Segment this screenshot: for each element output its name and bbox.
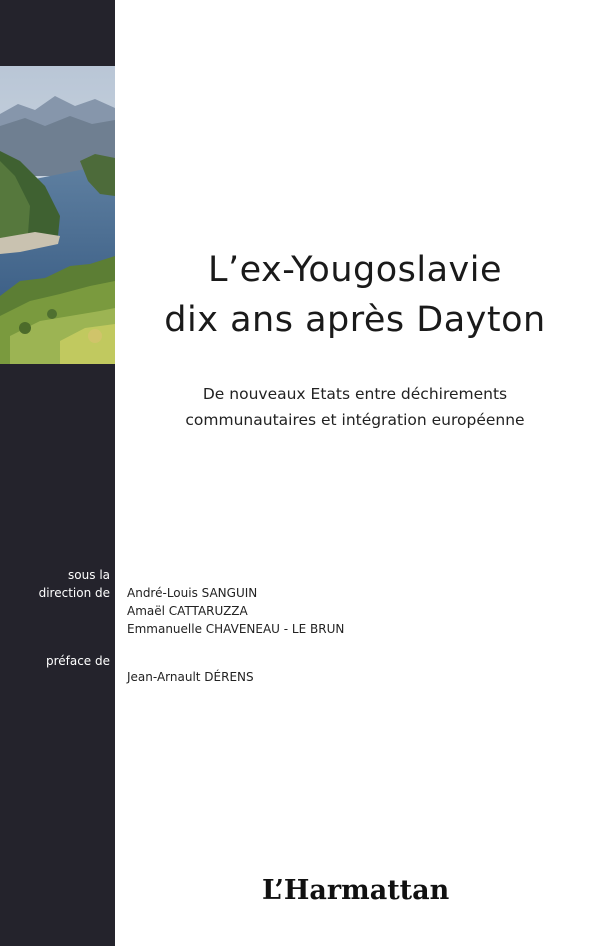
editor-name: Amaël CATTARUZZA: [127, 604, 248, 618]
subtitle-line-2: communautaires et intégration européenne: [185, 411, 525, 429]
direction-label-line-1: sous la: [68, 568, 110, 582]
publisher-logo: L’Harmattan: [262, 875, 450, 906]
editor-name: André-Louis SANGUIN: [127, 586, 258, 600]
preface-author: Jean-Arnault DÉRENS: [127, 670, 254, 684]
direction-label-line-2: direction de: [38, 586, 110, 600]
title-line-2: dix ans après Dayton: [164, 300, 546, 340]
editor-name: Emmanuelle CHAVENEAU - LE BRUN: [127, 622, 345, 636]
subtitle-line-1: De nouveaux Etats entre déchirements: [202, 385, 508, 403]
title-line-1: L’ex-Yougoslavie: [207, 250, 503, 290]
landscape-photo: [0, 66, 115, 364]
preface-label: préface de: [45, 654, 110, 668]
